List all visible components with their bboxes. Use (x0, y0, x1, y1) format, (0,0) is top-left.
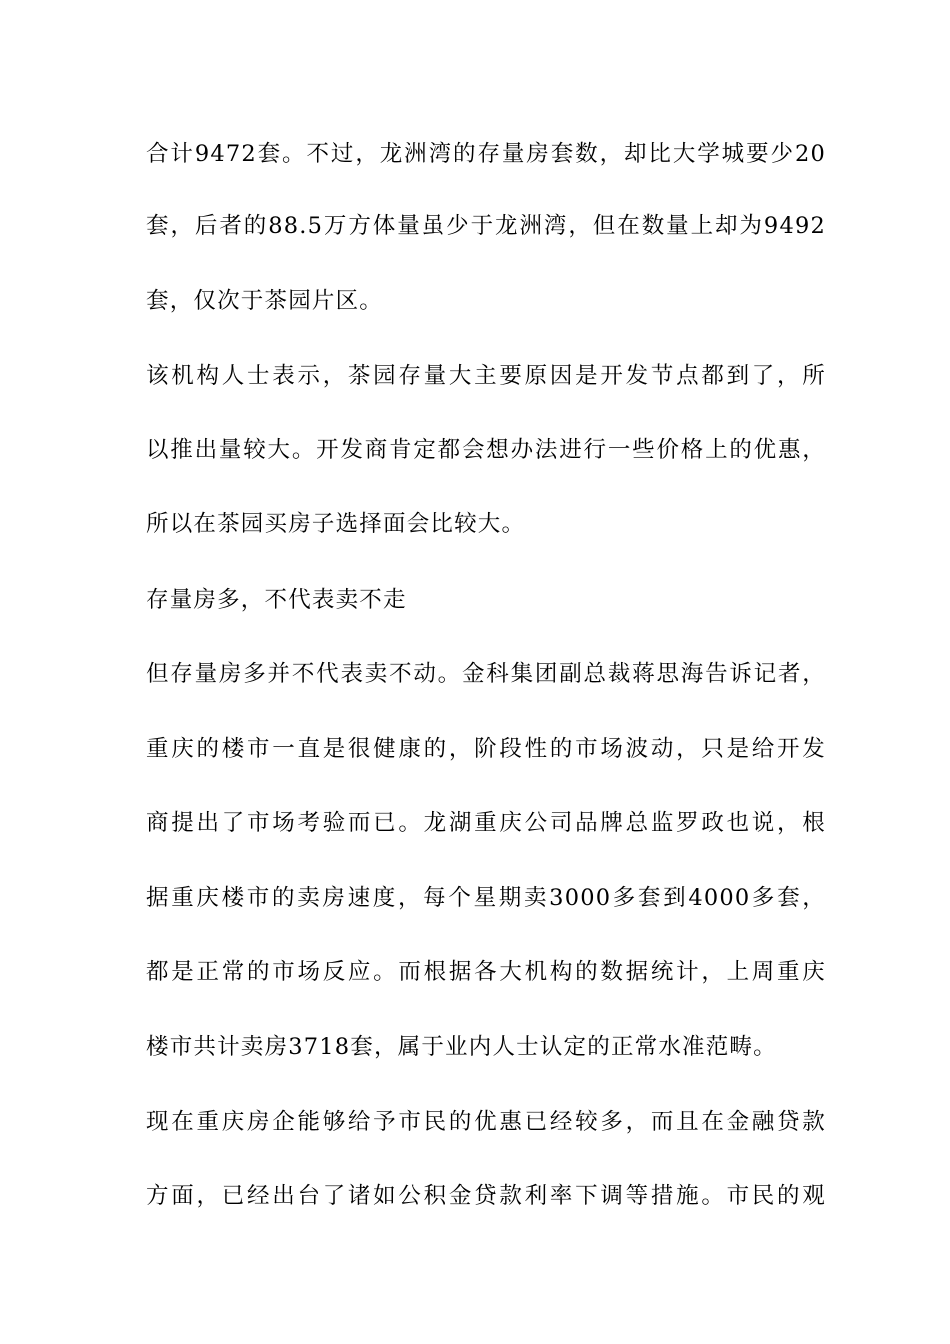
section-heading: 存量房多，不代表卖不走 (146, 587, 407, 613)
text-line: 都是正常的市场反应。而根据各大机构的数据统计，上周重庆 (146, 959, 826, 985)
text-line: 合计9472套。不过，龙洲湾的存量房套数，却比大学城要少20 (146, 141, 826, 167)
text-line: 楼市共计卖房3718套，属于业内人士认定的正常水准范畴。 (146, 1034, 777, 1060)
text-line: 现在重庆房企能够给予市民的优惠已经较多，而且在金融贷款 (146, 1109, 826, 1135)
text-line: 据重庆楼市的卖房速度，每个星期卖3000多套到4000多套， (146, 885, 826, 911)
text-line: 以推出量较大。开发商肯定都会想办法进行一些价格上的优惠， (146, 437, 826, 463)
text-line: 方面，已经出台了诸如公积金贷款利率下调等措施。市民的观 (146, 1183, 826, 1209)
text-line: 但存量房多并不代表卖不动。金科集团副总裁蒋思海告诉记者， (146, 661, 826, 687)
text-line: 套，仅次于茶园片区。 (146, 288, 384, 314)
text-line: 商提出了市场考验而已。龙湖重庆公司品牌总监罗政也说，根 (146, 810, 826, 836)
text-line: 重庆的楼市一直是很健康的，阶段性的市场波动，只是给开发 (146, 736, 826, 762)
text-line: 所以在茶园买房子选择面会比较大。 (146, 511, 526, 537)
text-line: 该机构人士表示，茶园存量大主要原因是开发节点都到了，所 (146, 363, 826, 389)
text-line: 套，后者的88.5万方体量虽少于龙洲湾，但在数量上却为9492 (146, 213, 826, 239)
